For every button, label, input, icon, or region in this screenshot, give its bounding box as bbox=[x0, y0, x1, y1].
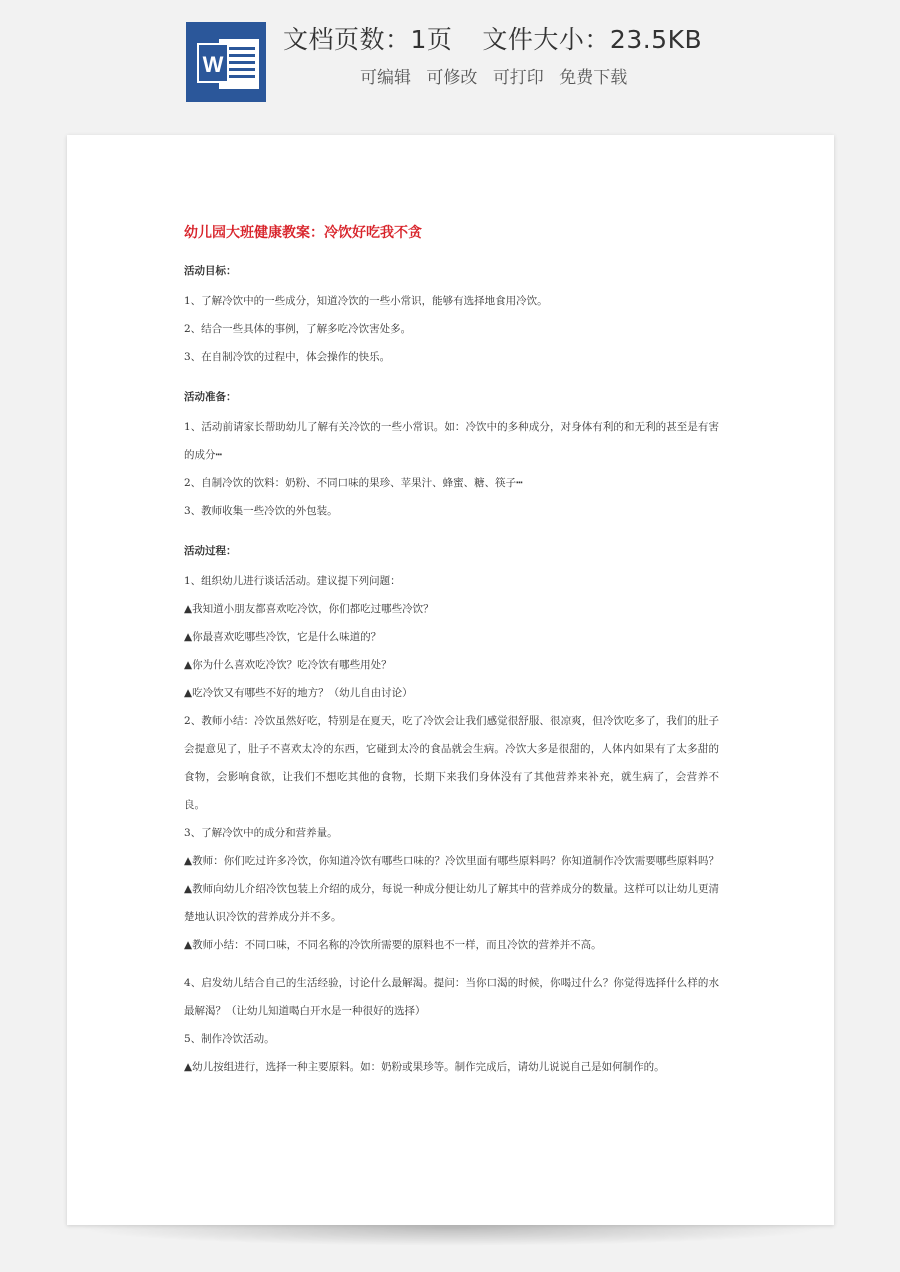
prep-item: 3、教师收集一些冷饮的外包装。 bbox=[184, 505, 338, 517]
process-item: 2、教师小结：冷饮虽然好吃，特别是在夏天，吃了冷饮会让我们感觉很舒服、很凉爽，但冷饮吃多了，我们的肚子会提意见了，肚子不喜欢太冷的东西，它碰到太冷的食品就会生病。冷饮大多是很甜的，人体内如果有了太多甜的食物，会影响食欲，让我们不想吃其他的食物，长期下来我们身体没有了其他营养来补充，就生病了，会营养不良。 bbox=[184, 715, 719, 811]
document-title: 幼儿园大班健康教案：冷饮好吃我不贪 bbox=[184, 225, 422, 241]
download-header bbox=[0, 0, 900, 120]
goal-item: 3、在自制冷饮的过程中，体会操作的快乐。 bbox=[184, 351, 391, 363]
prep-item: 2、自制冷饮的饮料：奶粉、不同口味的果珍、苹果汁、蜂蜜、糖、筷子┅ bbox=[184, 477, 523, 489]
process-item: ▲幼儿按组进行，选择一种主要原料。如：奶粉或果珍等。制作完成后，请幼儿说说自己是如何制作的。 bbox=[184, 1061, 665, 1073]
goal-item: 1、了解冷饮中的一些成分，知道冷饮的一些小常识，能够有选择地食用冷饮。 bbox=[184, 295, 548, 307]
process-item: ▲吃冷饮又有哪些不好的地方？（幼儿自由讨论） bbox=[184, 687, 413, 699]
process-item: 4、启发幼儿结合自己的生活经验，讨论什么最解渴。提问：当你口渴的时候，你喝过什么？你觉得选择什么样的水最解渴？（让幼儿知道喝白开水是一种很好的选择） bbox=[184, 977, 719, 1017]
process-item: ▲我知道小朋友都喜欢吃冷饮，你们都吃过哪些冷饮？ bbox=[184, 603, 434, 615]
svg-text:W: W bbox=[202, 52, 224, 77]
process-item: 5、制作冷饮活动。 bbox=[184, 1033, 275, 1045]
feature-list bbox=[360, 64, 637, 92]
prep-heading: 活动准备： bbox=[184, 391, 237, 403]
feature-modifiable: 可修改 bbox=[426, 68, 478, 88]
goals-heading: 活动目标： bbox=[184, 265, 237, 277]
feature-printable: 可打印 bbox=[492, 68, 544, 88]
process-item: ▲你最喜欢吃哪些冷饮，它是什么味道的？ bbox=[184, 631, 382, 643]
process-item: ▲教师小结：不同口味，不同名称的冷饮所需要的原料也不一样，而且冷饮的营养并不高。 bbox=[184, 939, 602, 951]
page-count: 文档页数：1页 bbox=[283, 25, 453, 54]
process-heading: 活动过程： bbox=[184, 545, 237, 557]
file-size: 文件大小：23.5KB bbox=[482, 25, 703, 54]
process-item: ▲你为什么喜欢吃冷饮？吃冷饮有哪些用处？ bbox=[184, 659, 392, 671]
feature-free-download: 免费下载 bbox=[559, 68, 628, 88]
file-info bbox=[283, 20, 702, 60]
process-item: 3、了解冷饮中的成分和营养量。 bbox=[184, 827, 338, 839]
word-document-icon bbox=[186, 22, 266, 102]
process-item: 1、组织幼儿进行谈话活动。建议提下列问题： bbox=[184, 575, 401, 587]
goal-item: 2、结合一些具体的事例，了解多吃冷饮害处多。 bbox=[184, 323, 412, 335]
feature-editable: 可编辑 bbox=[360, 68, 411, 88]
document-body bbox=[184, 223, 730, 1081]
process-item: ▲教师：你们吃过许多冷饮，你知道冷饮有哪些口味的？冷饮里面有哪些原料吗？你知道制作冷饮需要哪些原料吗？ ▲教师向幼儿介绍冷饮包装上介绍的成分，每说一种成分便让幼儿了解其中的营养成分的数量。这样可以让幼儿更清楚地认识冷饮的营养成分并不多。 bbox=[184, 855, 730, 923]
prep-item: 1、活动前请家长帮助幼儿了解有关冷饮的一些小常识。如：冷饮中的多种成分，对身体有利的和无利的甚至是有害的成分┅ bbox=[184, 421, 719, 461]
document-page bbox=[67, 135, 834, 1225]
